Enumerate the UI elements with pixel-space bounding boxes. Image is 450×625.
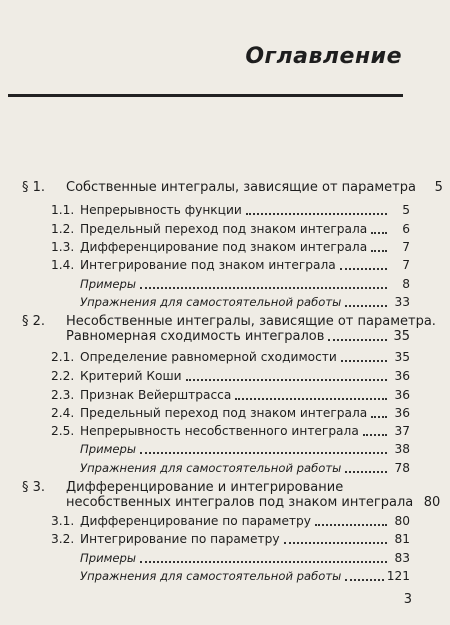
leader-dots bbox=[315, 524, 387, 526]
leader-dots bbox=[246, 213, 387, 215]
page-ref: 36 bbox=[394, 406, 410, 420]
item-title: Интегрирование под знаком интеграла bbox=[80, 258, 336, 272]
section-number: § 3. bbox=[22, 480, 46, 495]
item-number: 1.1. bbox=[51, 203, 75, 217]
toc-section-2[interactable] bbox=[22, 314, 436, 344]
toc-item-2-5[interactable] bbox=[51, 424, 410, 439]
toc-item-1-3[interactable] bbox=[51, 240, 410, 255]
leader-dots bbox=[371, 250, 387, 252]
toc-item-2-4[interactable] bbox=[51, 406, 410, 421]
item-title: Дифференцирование под знаком интеграла bbox=[80, 240, 368, 254]
page-title: Оглавление bbox=[245, 44, 402, 69]
toc-item-2-1[interactable] bbox=[51, 350, 410, 365]
item-number: 1.3. bbox=[51, 240, 75, 254]
page-ref: 7 bbox=[402, 240, 410, 254]
item-title: Непрерывность функции bbox=[80, 203, 242, 217]
toc-item-3-1[interactable] bbox=[51, 514, 410, 529]
toc-section-1[interactable] bbox=[22, 180, 443, 195]
item-number: 3.1. bbox=[51, 514, 75, 528]
item-title: Предельный переход под знаком интеграла bbox=[80, 222, 368, 236]
page-ref: 7 bbox=[402, 258, 410, 272]
item-number: 2.4. bbox=[51, 406, 75, 420]
item-number: 1.2. bbox=[51, 222, 75, 236]
page-ref: 36 bbox=[394, 369, 410, 383]
item-number: 2.2. bbox=[51, 369, 75, 383]
page-ref: 5 bbox=[402, 203, 410, 217]
page-ref: 5 bbox=[434, 180, 443, 195]
leader-dots bbox=[186, 379, 387, 381]
toc-exercises-1[interactable] bbox=[80, 295, 410, 310]
toc-item-1-2[interactable] bbox=[51, 222, 410, 237]
item-title: Примеры bbox=[80, 442, 137, 456]
toc-examples-3[interactable] bbox=[80, 551, 410, 566]
item-title: Предельный переход под знаком интеграла bbox=[80, 406, 368, 420]
leader-dots bbox=[140, 452, 387, 454]
toc-item-3-2[interactable] bbox=[51, 532, 410, 547]
toc-examples-1[interactable] bbox=[80, 277, 410, 292]
section-number: § 1. bbox=[22, 180, 46, 195]
leader-dots bbox=[340, 268, 387, 270]
item-title: Примеры bbox=[80, 551, 137, 565]
page-ref: 35 bbox=[394, 350, 410, 364]
section-title-line2: несобственных интегралов под знаком интеграла bbox=[66, 495, 414, 510]
leader-dots bbox=[363, 434, 387, 436]
leader-dots bbox=[345, 579, 383, 581]
toc-item-1-1[interactable] bbox=[51, 203, 410, 218]
toc-item-2-3[interactable] bbox=[51, 388, 410, 403]
leader-dots bbox=[328, 339, 387, 341]
item-title: Непрерывность несобственного интеграла bbox=[80, 424, 359, 438]
section-title-line1: Дифференцирование и интегрирование bbox=[66, 480, 344, 495]
item-title: Признак Вейерштрасса bbox=[80, 388, 232, 402]
item-number: 2.5. bbox=[51, 424, 75, 438]
toc-exercises-3[interactable] bbox=[80, 569, 410, 584]
toc-item-2-2[interactable] bbox=[51, 369, 410, 384]
page-ref: 8 bbox=[402, 277, 410, 291]
item-title: Дифференцирование по параметру bbox=[80, 514, 311, 528]
leader-dots bbox=[284, 542, 387, 544]
item-number: 1.4. bbox=[51, 258, 75, 272]
page-ref: 37 bbox=[394, 424, 410, 438]
toc-examples-2[interactable] bbox=[80, 442, 410, 457]
section-title: Собственные интегралы, зависящие от параметра bbox=[66, 180, 416, 195]
leader-dots bbox=[341, 360, 387, 362]
item-title: Примеры bbox=[80, 277, 137, 291]
title-rule bbox=[8, 94, 403, 97]
item-number: 2.1. bbox=[51, 350, 75, 364]
page-ref: 81 bbox=[394, 532, 410, 546]
leader-dots bbox=[235, 398, 387, 400]
item-title: Упражнения для самостоятельной работы bbox=[80, 569, 342, 583]
leader-dots bbox=[345, 305, 387, 307]
page-ref: 33 bbox=[394, 295, 410, 309]
item-number: 3.2. bbox=[51, 532, 75, 546]
page-ref: 80 bbox=[423, 495, 441, 510]
page-ref: 36 bbox=[394, 388, 410, 402]
item-title: Упражнения для самостоятельной работы bbox=[80, 295, 342, 309]
section-title-line1: Несобственные интегралы, зависящие от параметра. bbox=[66, 314, 436, 329]
page-ref: 35 bbox=[393, 329, 410, 344]
section-title-line2: Равномерная сходимость интегралов bbox=[66, 329, 325, 344]
item-title: Критерий Коши bbox=[80, 369, 182, 383]
toc-exercises-2[interactable] bbox=[80, 461, 410, 476]
page-ref: 6 bbox=[402, 222, 410, 236]
item-title: Упражнения для самостоятельной работы bbox=[80, 461, 342, 475]
leader-dots bbox=[371, 416, 387, 418]
leader-dots bbox=[345, 471, 387, 473]
item-number: 2.3. bbox=[51, 388, 75, 402]
item-title: Определение равномерной сходимости bbox=[80, 350, 337, 364]
leader-dots bbox=[140, 561, 387, 563]
page-ref: 78 bbox=[394, 461, 410, 475]
page-ref: 80 bbox=[394, 514, 410, 528]
leader-dots bbox=[371, 232, 387, 234]
page-number: 3 bbox=[403, 592, 412, 607]
toc-item-1-4[interactable] bbox=[51, 258, 410, 273]
page-ref: 121 bbox=[386, 569, 410, 583]
item-title: Интегрирование по параметру bbox=[80, 532, 280, 546]
page-ref: 83 bbox=[394, 551, 410, 565]
page-ref: 38 bbox=[394, 442, 410, 456]
leader-dots bbox=[140, 287, 387, 289]
section-number: § 2. bbox=[22, 314, 46, 329]
toc-section-3[interactable] bbox=[22, 480, 441, 510]
